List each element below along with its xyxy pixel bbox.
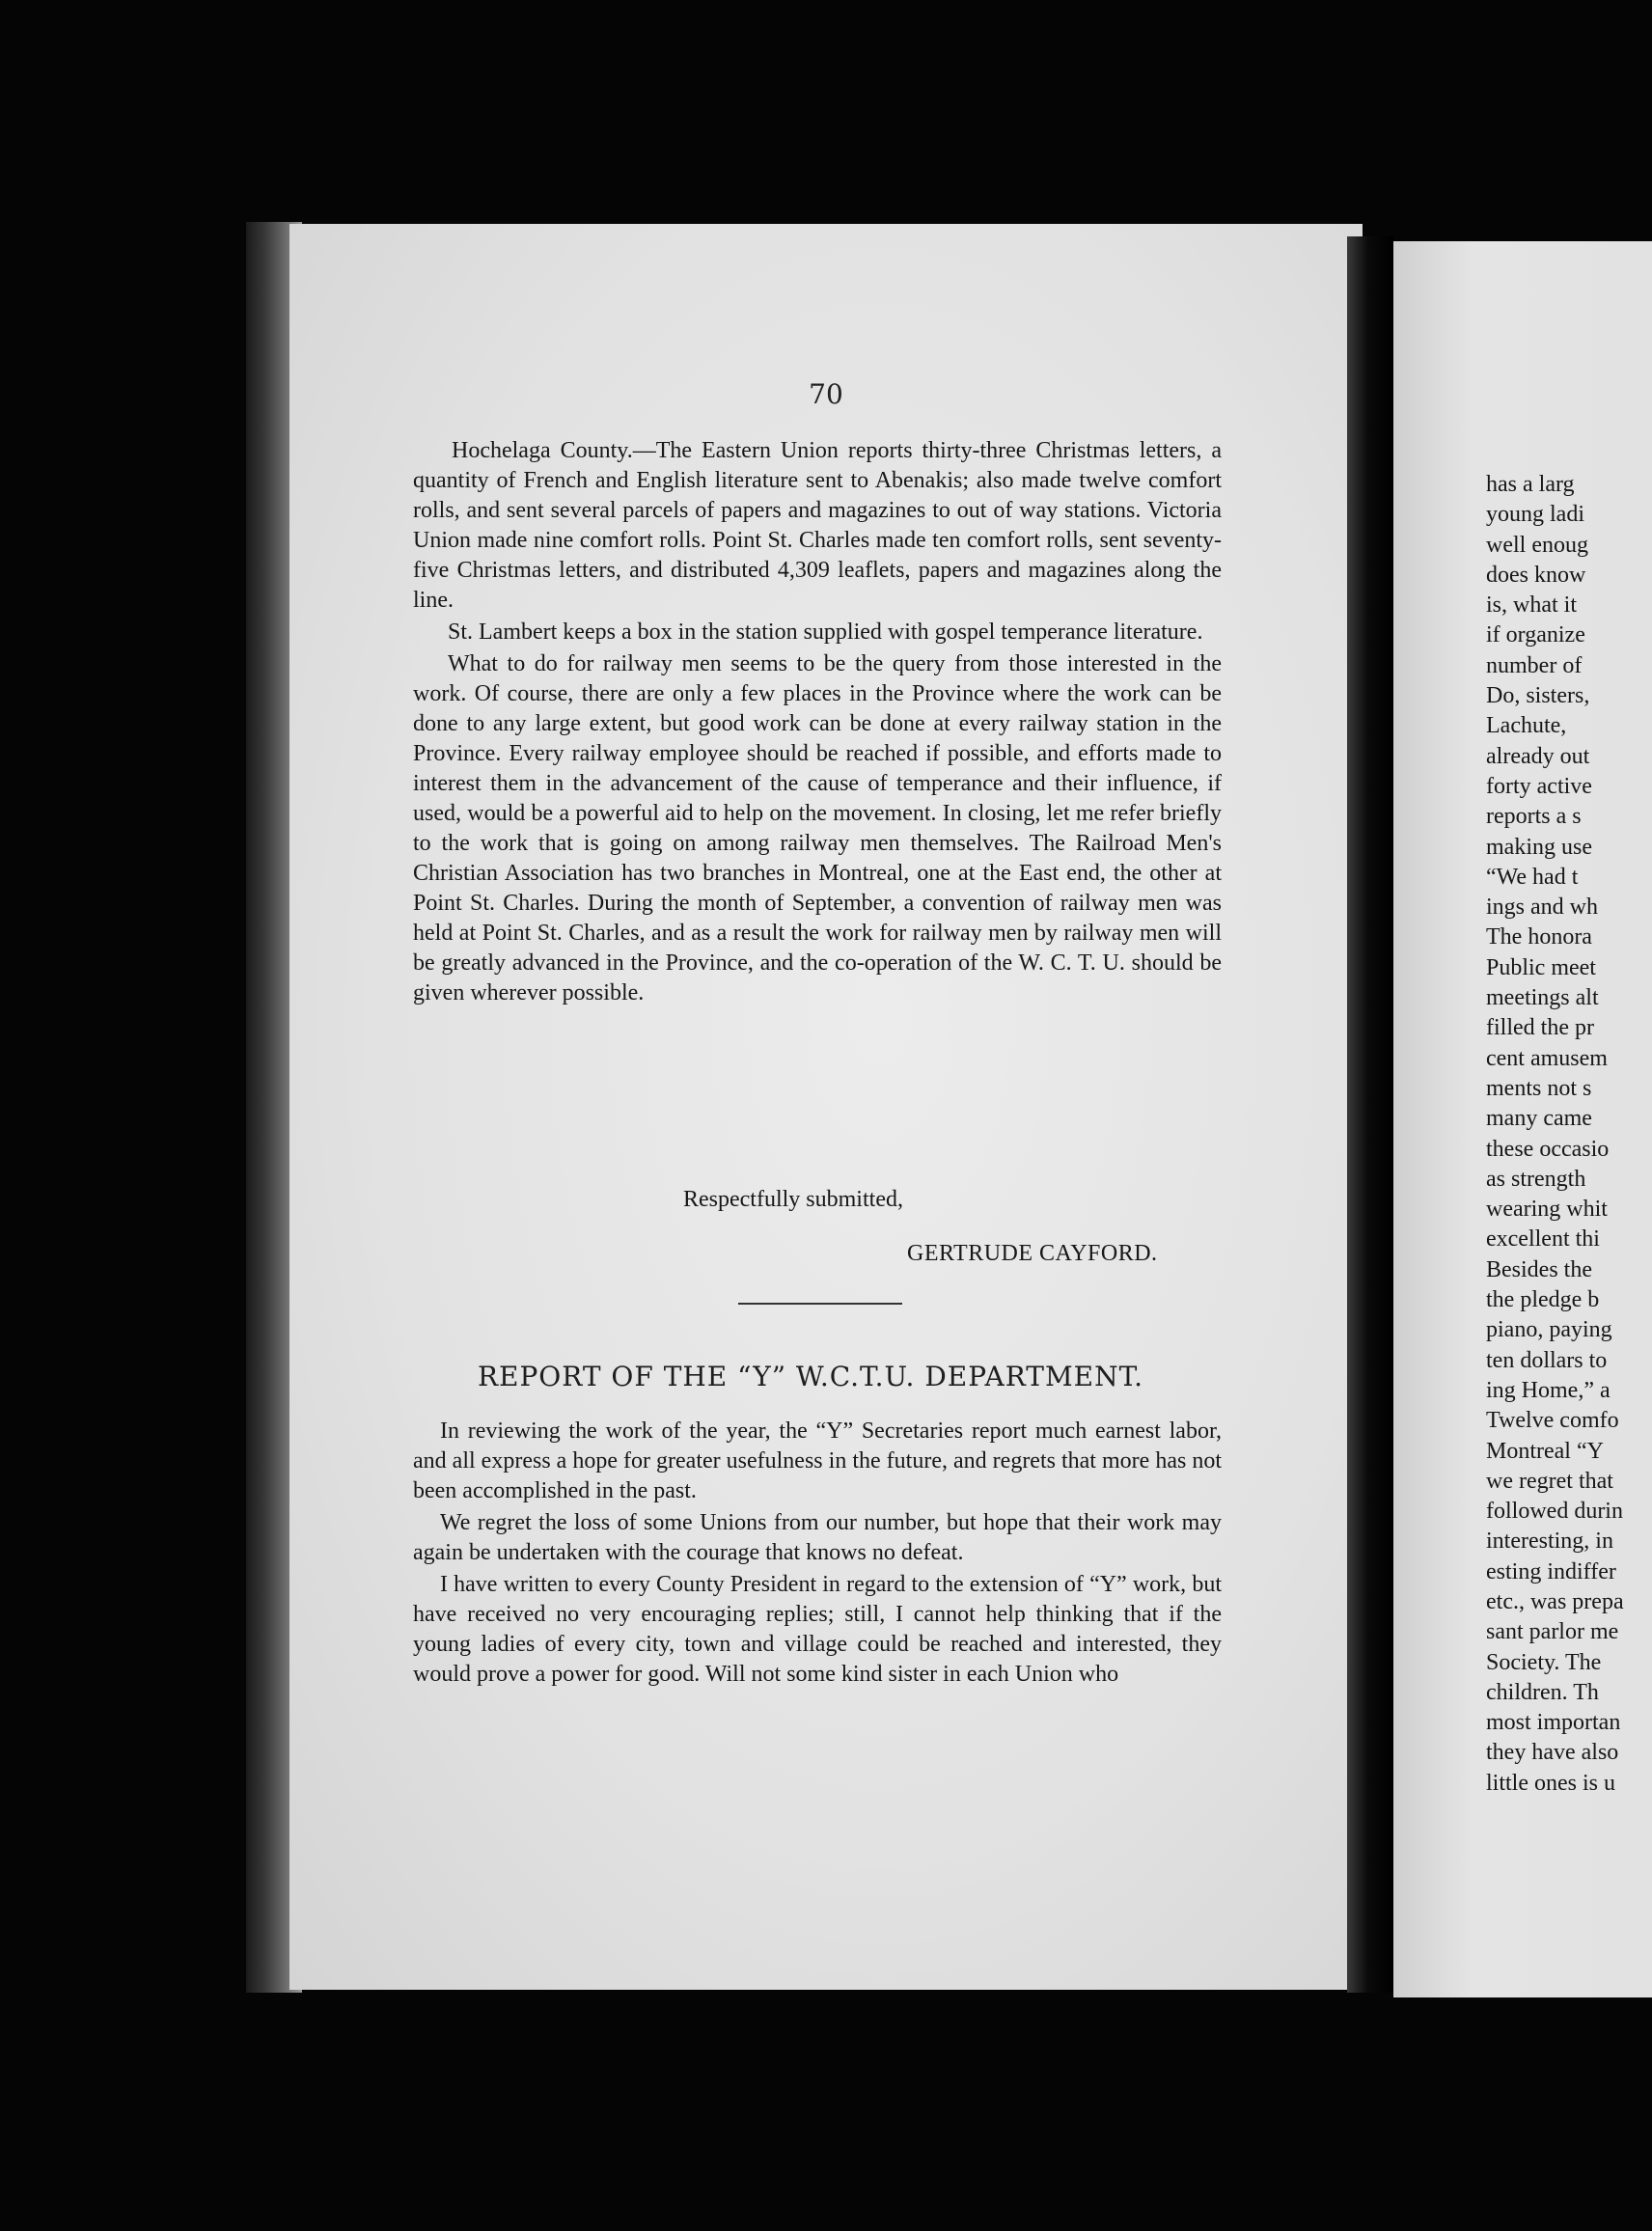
right-page-line: little ones is u bbox=[1486, 1770, 1615, 1796]
right-page-line: young ladi bbox=[1486, 502, 1584, 528]
right-page-line: already out bbox=[1486, 743, 1590, 769]
right-page-line: many came bbox=[1486, 1106, 1592, 1132]
signoff: Respectfully submitted, bbox=[683, 1187, 903, 1212]
book-gutter bbox=[1347, 236, 1393, 1993]
right-page-line: does know bbox=[1486, 562, 1586, 588]
right-page-line: as strength bbox=[1486, 1166, 1586, 1192]
right-page-line: followed durin bbox=[1486, 1499, 1623, 1525]
right-page-line: wearing whit bbox=[1486, 1197, 1608, 1223]
right-page-line: Lachute, bbox=[1486, 713, 1567, 739]
right-page-line: is, what it bbox=[1486, 592, 1577, 619]
right-page-line: they have also bbox=[1486, 1740, 1619, 1766]
paragraph-regret: We regret the loss of some Unions from our number, but hope that their work may again be undertaken with the courage that knows no defeat. bbox=[413, 1510, 1222, 1565]
section-divider bbox=[738, 1303, 902, 1305]
right-page-line: these occasio bbox=[1486, 1136, 1610, 1162]
paragraph-written: I have written to every County President in regard to the extension of “Y” work, but have received no very encouraging replies; still, I cannot help thinking that if the young ladies of every city, town and village could be reached and interested, they would prove a power for good. Will not some kind sister in each Union who bbox=[413, 1572, 1222, 1687]
right-page-text bbox=[1486, 470, 1624, 1799]
right-page-line: ten dollars to bbox=[1486, 1347, 1608, 1373]
right-page-line: Twelve comfo bbox=[1486, 1408, 1619, 1434]
right-page-line: The honora bbox=[1486, 924, 1592, 950]
right-page-line: ings and wh bbox=[1486, 895, 1598, 921]
right-page-line: Society. The bbox=[1486, 1649, 1602, 1675]
right-page-line: Besides the bbox=[1486, 1256, 1592, 1282]
right-page-line: the pledge b bbox=[1486, 1287, 1600, 1313]
right-page-line: children. Th bbox=[1486, 1679, 1599, 1705]
body-text-bottom bbox=[413, 1417, 1222, 1692]
right-page-line: Do, sisters, bbox=[1486, 683, 1590, 709]
right-page-line: ing Home,” a bbox=[1486, 1377, 1611, 1403]
right-page-line: excellent thi bbox=[1486, 1226, 1600, 1253]
paragraph-railway-men: What to do for railway men seems to be the query from those interested in the work. Of course, there are only a few places in the Province where the work can be done to any large extent, but good work can be done at every railway station in the Province. Every railway employee should be reached if possible, and efforts made to interest them in the advancement of the cause of temperance and their influence, if used, would be a powerful aid to help on the movement. In closing, let me refer briefly to the work that is going on among railway men themselves. The Railroad Men's Christian Association has two branches in Montreal, one at the East end, the other at Point St. Charles. During the month of September, a convention of railway men was held at Point St. Charles, and as a result the work for railway men by railway men will be greatly advanced in the Province, and the co-operation of the W. C. T. U. should be given wherever possible. bbox=[413, 651, 1222, 1005]
right-page-line: sant parlor me bbox=[1486, 1619, 1619, 1645]
right-page-line: etc., was prepa bbox=[1486, 1588, 1624, 1614]
right-page-line: we regret that bbox=[1486, 1468, 1613, 1494]
right-page-line: making use bbox=[1486, 834, 1592, 860]
right-page-line: ments not s bbox=[1486, 1075, 1592, 1101]
right-page-line: Montreal “Y bbox=[1486, 1438, 1604, 1464]
section-heading: REPORT OF THE “Y” W.C.T.U. DEPARTMENT. bbox=[477, 1361, 1144, 1392]
right-page-line: esting indiffer bbox=[1486, 1558, 1616, 1584]
right-page-line: has a larg bbox=[1486, 472, 1575, 497]
right-page-line: forty active bbox=[1486, 773, 1592, 799]
right-page-line: piano, paying bbox=[1486, 1317, 1612, 1343]
right-page-line: reports a s bbox=[1486, 804, 1582, 830]
right-page-line: meetings alt bbox=[1486, 985, 1599, 1011]
right-page-line: if organize bbox=[1486, 622, 1585, 648]
body-text-top bbox=[413, 436, 1222, 1010]
right-page-line: interesting, in bbox=[1486, 1529, 1613, 1555]
page-number: 70 bbox=[809, 378, 843, 410]
paragraph-hochelaga: Hochelaga County.—The Eastern Union reports thirty-three Christmas letters, a quantity of French and English literature sent to Abenakis; also made twelve comfort rolls, and sent several parcels of papers and magazines to out of way stations. Victoria Union made nine comfort rolls. Point St. Charles made ten comfort rolls, sent seventy-five Christmas letters, and distributed 4,309 leaflets, papers and magazines along the line. bbox=[413, 438, 1222, 613]
signature: GERTRUDE CAYFORD. bbox=[907, 1241, 1158, 1266]
paragraph-st-lambert: St. Lambert keeps a box in the station supplied with gospel temperance literature. bbox=[448, 620, 1203, 645]
right-page-line: most importan bbox=[1486, 1710, 1621, 1736]
right-page-line: well enoug bbox=[1486, 532, 1588, 558]
right-page-line: cent amusem bbox=[1486, 1045, 1608, 1071]
paragraph-reviewing: In reviewing the work of the year, the “Y” Secretaries report much earnest labor, and all express a hope for greater usefulness in the future, and regrets that more has not been accomplished in the past. bbox=[413, 1418, 1222, 1503]
right-page-line: number of bbox=[1486, 652, 1583, 678]
right-page-line: “We had t bbox=[1486, 864, 1579, 890]
right-page-line: filled the pr bbox=[1486, 1015, 1594, 1041]
right-page-line: Public meet bbox=[1486, 954, 1596, 980]
